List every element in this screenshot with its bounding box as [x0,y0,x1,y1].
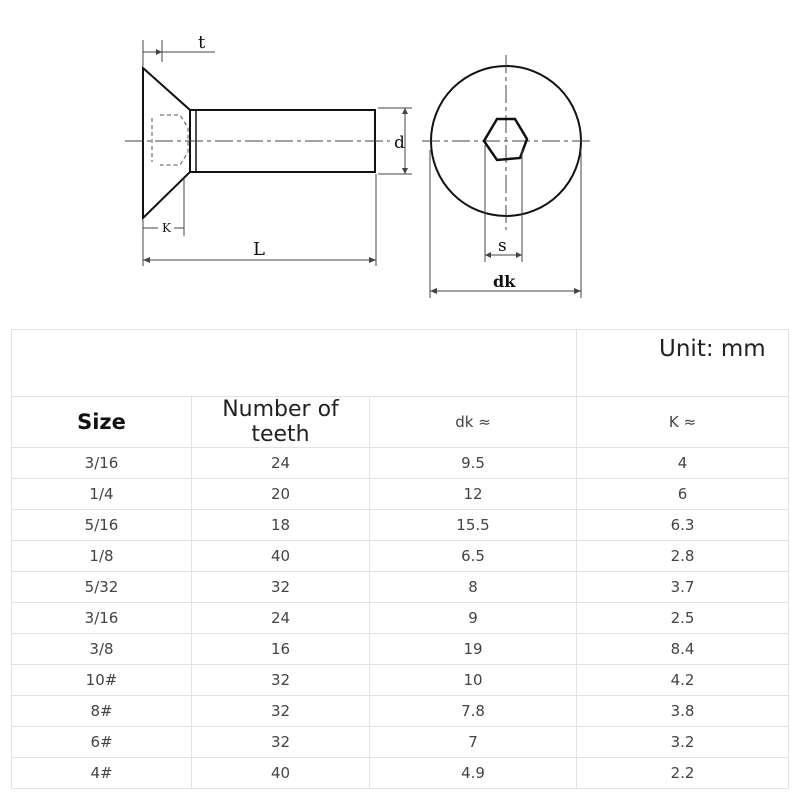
dk-cell: 12 [370,479,577,510]
teeth-cell: 20 [192,479,370,510]
teeth-cell: 32 [192,727,370,758]
table-row [12,758,789,789]
dk-cell: 9.5 [370,448,577,479]
screw-diagram [0,0,800,320]
size-cell: 1/8 [12,541,192,572]
label-t: t [198,32,206,53]
table-row [12,572,789,603]
dk-cell: 10 [370,665,577,696]
dk-cell: 4.9 [370,758,577,789]
k-cell: 3.2 [577,727,789,758]
k-cell: 3.7 [577,572,789,603]
table-row [12,696,789,727]
teeth-cell: 32 [192,665,370,696]
k-cell: 2.2 [577,758,789,789]
dk-cell: 7.8 [370,696,577,727]
size-cell: 6# [12,727,192,758]
teeth-cell: 40 [192,541,370,572]
teeth-cell: 40 [192,758,370,789]
table-row [12,448,789,479]
k-cell: 2.5 [577,603,789,634]
screw-head [143,68,190,218]
teeth-cell: 32 [192,572,370,603]
size-cell: 5/32 [12,572,192,603]
spec-table [11,329,789,789]
size-cell: 3/16 [12,603,192,634]
size-cell: 5/16 [12,510,192,541]
label-d: d [394,133,405,153]
k-cell: 6 [577,479,789,510]
label-k: K [162,221,171,235]
table-row [12,541,789,572]
dk-cell: 9 [370,603,577,634]
unit-label: Unit: mm [659,336,766,362]
size-cell: 8# [12,696,192,727]
table-row [12,727,789,758]
table-row [12,510,789,541]
spec-table-body [12,448,789,789]
label-s: s [498,236,507,256]
unit-row [12,330,789,397]
k-cell: 4.2 [577,665,789,696]
header-dk: dk ≈ [370,397,577,448]
label-dk: dk [493,272,516,291]
k-cell: 6.3 [577,510,789,541]
teeth-cell: 24 [192,448,370,479]
unit-label-cell [577,330,789,397]
header-number-of-teeth: Number of teeth [192,397,370,448]
label-l: L [253,239,265,260]
table-row [12,479,789,510]
dk-cell: 15.5 [370,510,577,541]
dk-cell: 7 [370,727,577,758]
teeth-cell: 24 [192,603,370,634]
teeth-cell: 16 [192,634,370,665]
header-row [12,397,789,448]
k-cell: 2.8 [577,541,789,572]
header-size: Size [12,397,192,448]
size-cell: 10# [12,665,192,696]
size-cell: 3/8 [12,634,192,665]
k-cell: 3.8 [577,696,789,727]
size-cell: 4# [12,758,192,789]
size-cell: 3/16 [12,448,192,479]
dk-cell: 6.5 [370,541,577,572]
teeth-cell: 18 [192,510,370,541]
size-cell: 1/4 [12,479,192,510]
header-k: K ≈ [577,397,789,448]
k-cell: 8.4 [577,634,789,665]
teeth-cell: 32 [192,696,370,727]
dk-cell: 19 [370,634,577,665]
table-row [12,665,789,696]
table-row [12,603,789,634]
table-row [12,634,789,665]
k-cell: 4 [577,448,789,479]
dk-cell: 8 [370,572,577,603]
